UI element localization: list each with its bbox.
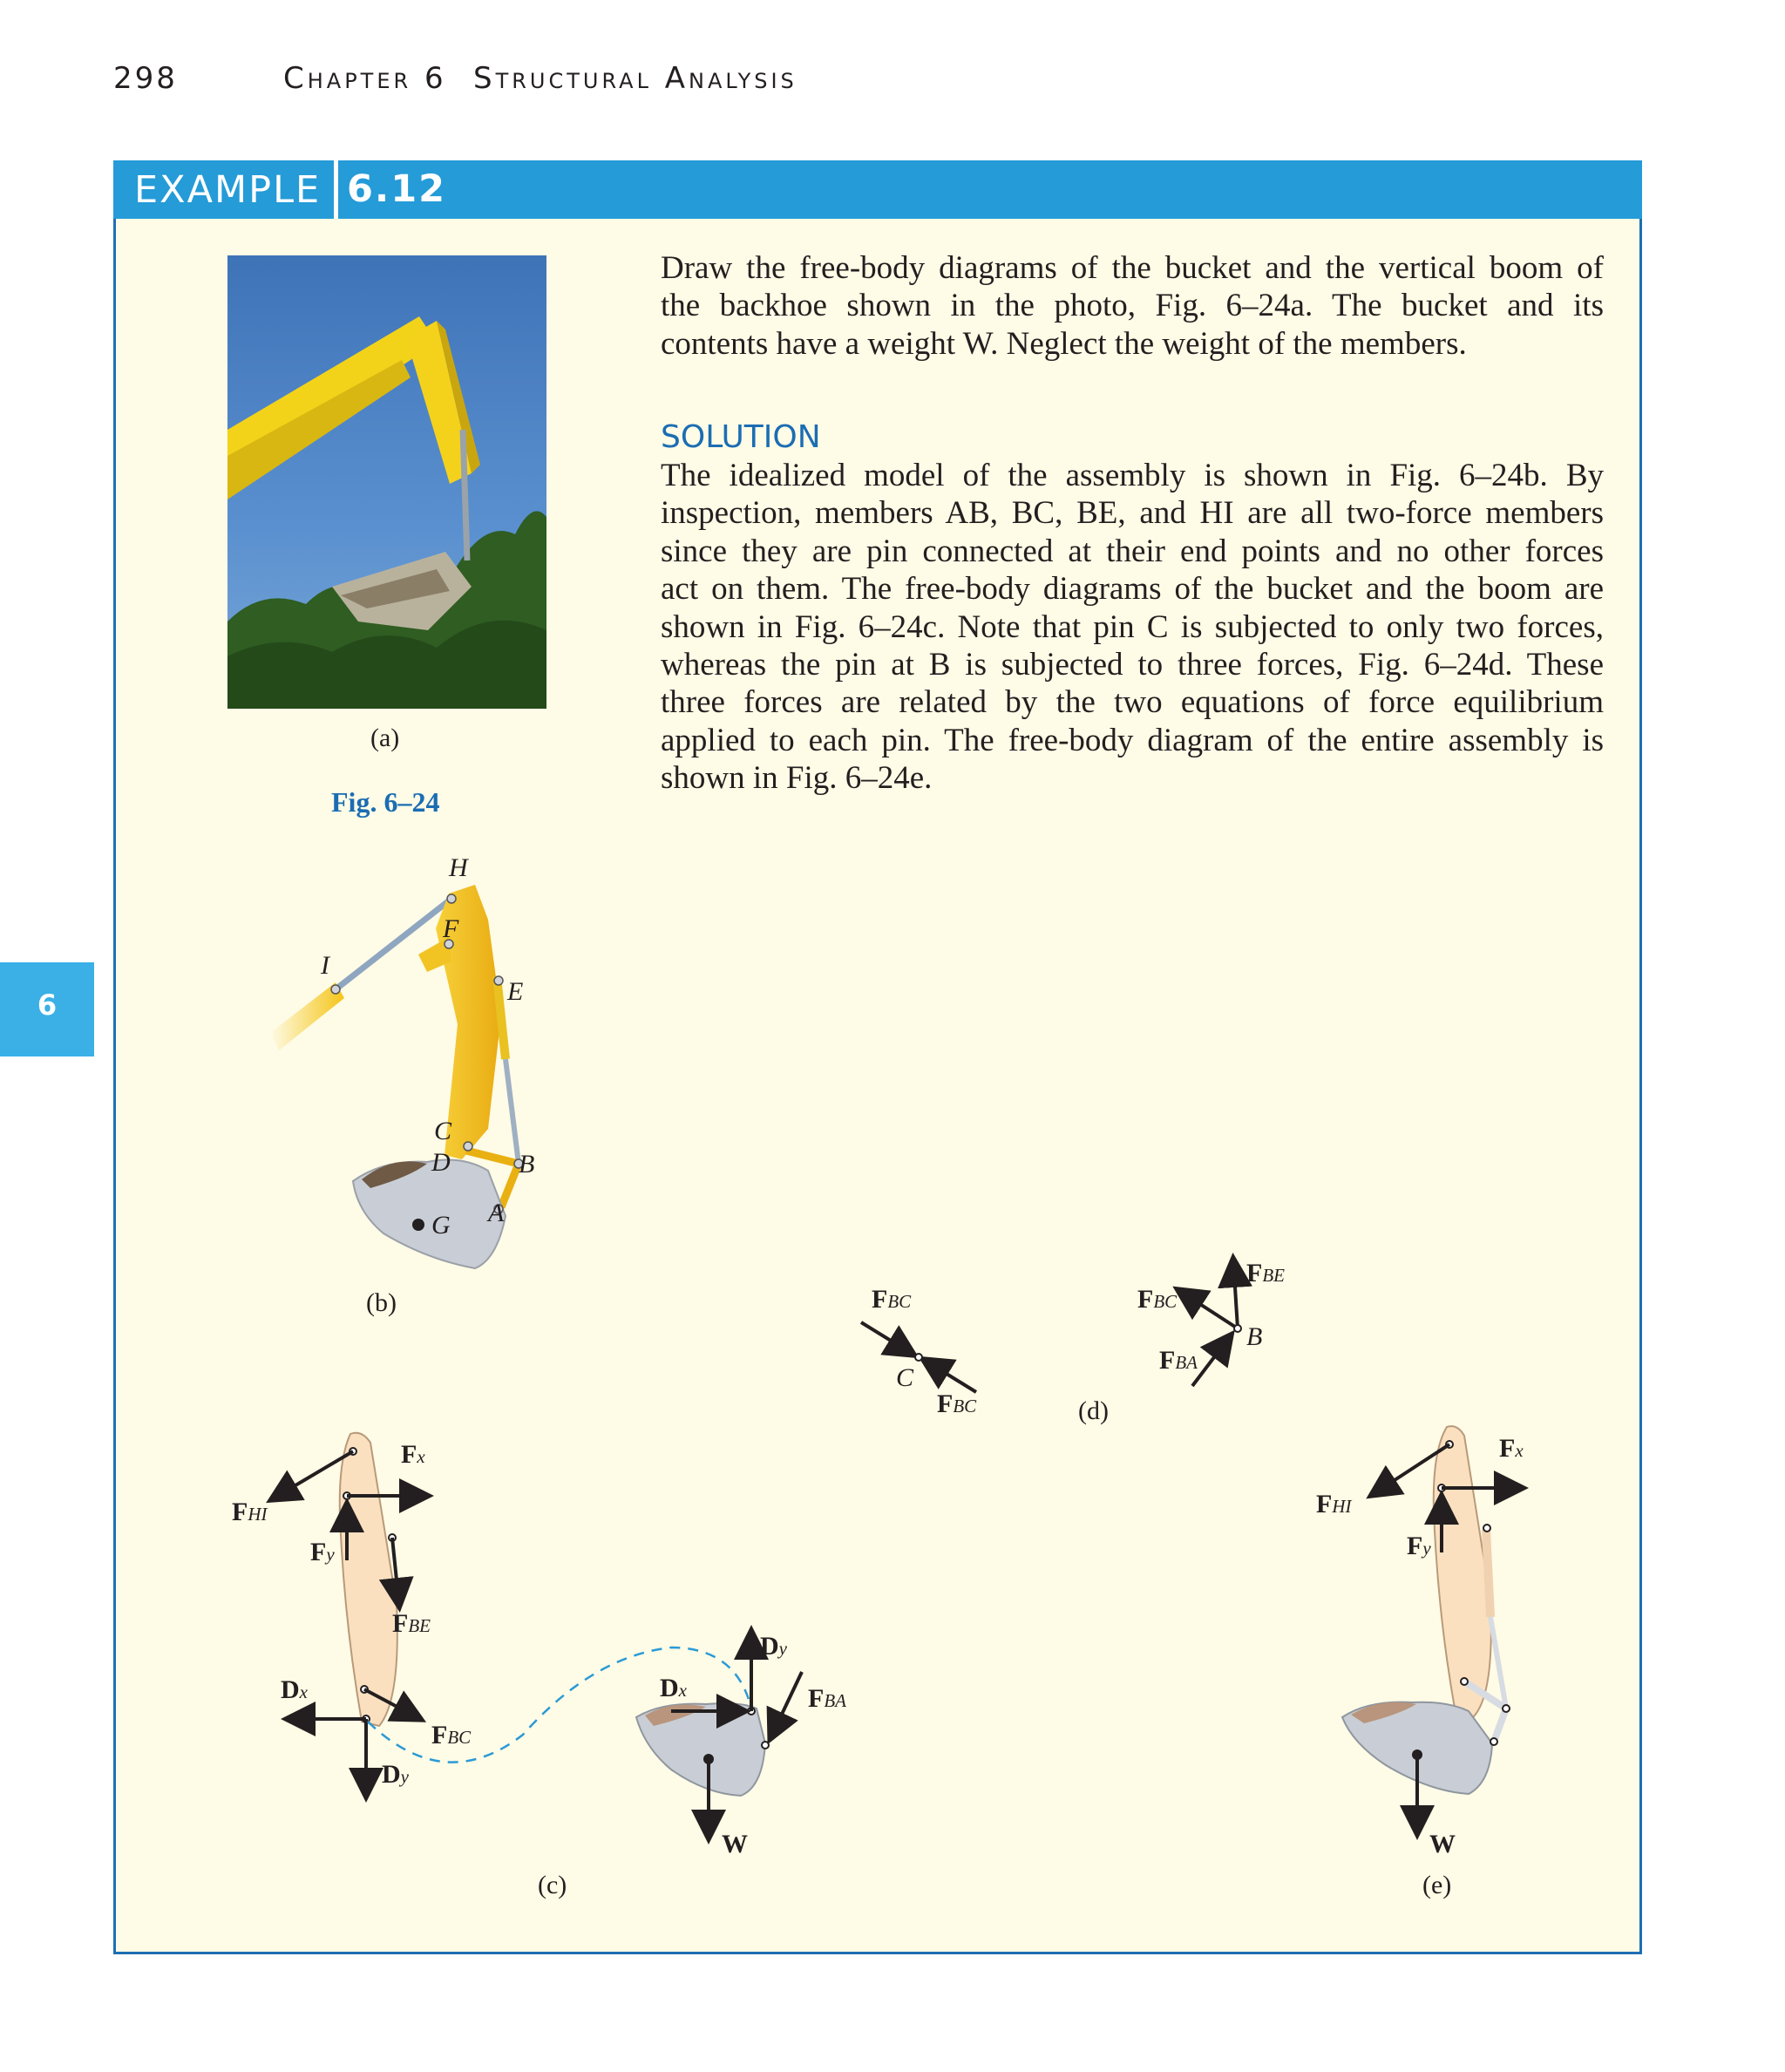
label-Dy-c: Dy — [382, 1760, 409, 1789]
solution-line: three forces are related by the two equations of force equilibrium — [661, 684, 1604, 721]
label-FBE-c: FBE — [392, 1609, 431, 1638]
problem-statement — [661, 249, 1604, 363]
label-Dx-bucket: Dx — [660, 1674, 687, 1702]
section-label: Structural Analysis — [473, 61, 797, 96]
figure-e-fbd — [1316, 1408, 1586, 1861]
chapter-tab — [0, 962, 94, 1056]
label-FBC-left: FBC — [872, 1285, 912, 1314]
point-B-pin: B — [1246, 1322, 1263, 1351]
point-C-pin: C — [896, 1363, 914, 1392]
label-FBC-right: FBC — [937, 1389, 977, 1418]
subfigure-b-label: (b) — [366, 1288, 397, 1317]
solution-line: applied to each pin. The free-body diagram of the entire assembly is — [661, 722, 1604, 758]
point-C: C — [434, 1117, 452, 1145]
label-W-c: W — [722, 1830, 748, 1858]
example-number: 6.12 — [347, 167, 447, 211]
point-D: D — [431, 1148, 451, 1177]
example-banner — [113, 160, 1642, 219]
point-I: I — [321, 951, 329, 980]
backhoe-photo — [227, 255, 546, 709]
label-Fy-c: Fy — [310, 1538, 335, 1566]
figure-b-model — [253, 850, 567, 1303]
subfigure-c-label: (c) — [538, 1871, 567, 1899]
label-FBC-c: FBC — [431, 1721, 472, 1749]
example-label: EXAMPLE — [134, 168, 322, 212]
solution-heading: SOLUTION — [661, 419, 821, 455]
label-Dy-bucket: Dy — [760, 1632, 787, 1661]
chapter-label: Chapter 6 — [283, 61, 447, 96]
figure-d-pins — [828, 1238, 1316, 1430]
solution-line: shown in Fig. 6–24e. — [661, 760, 933, 797]
label-FBA-c: FBA — [808, 1684, 846, 1713]
label-FHI-c: FHI — [232, 1498, 268, 1526]
label-Fx-e: Fx — [1499, 1434, 1524, 1463]
solution-line: inspection, members AB, BC, BE, and HI are all two-force members — [661, 495, 1604, 532]
solution-line: act on them. The free-body diagrams of the bucket and the boom are — [661, 571, 1604, 608]
problem-line: the backhoe shown in the photo, Fig. 6–24a. The bucket and its — [661, 288, 1604, 324]
solution-text — [661, 457, 1604, 798]
point-G: G — [431, 1211, 451, 1240]
solution-line: since they are pin connected at their end points and no other forces — [661, 533, 1604, 569]
figure-caption: Fig. 6–24 — [331, 786, 440, 818]
label-FBA-d: FBA — [1159, 1346, 1198, 1375]
page-number: 298 — [113, 61, 178, 96]
label-FHI-e: FHI — [1316, 1490, 1352, 1518]
chapter-tab-number: 6 — [37, 988, 58, 1022]
solution-line: The idealized model of the assembly is shown in Fig. 6–24b. By — [661, 458, 1604, 493]
label-Dx-c: Dx — [281, 1675, 308, 1704]
figure-c-fbd — [218, 1412, 889, 1865]
subfigure-d-label: (d) — [1078, 1396, 1109, 1425]
label-W-e: W — [1429, 1830, 1456, 1858]
label-FBC-d: FBC — [1137, 1285, 1178, 1314]
label-FBE-d: FBE — [1246, 1259, 1285, 1287]
point-A: A — [488, 1199, 505, 1227]
point-F: F — [443, 914, 459, 943]
subfigure-a-label: (a) — [370, 724, 400, 752]
label-Fx-c: Fx — [401, 1440, 425, 1469]
point-B: B — [519, 1150, 535, 1179]
problem-line: Draw the free-body diagrams of the bucket and the vertical boom of — [661, 250, 1604, 286]
point-E: E — [507, 977, 524, 1006]
solution-line: shown in Fig. 6–24c. Note that pin C is subjected to only two forces, — [661, 608, 1604, 645]
point-H: H — [449, 853, 468, 882]
subfigure-e-label: (e) — [1422, 1871, 1452, 1899]
label-Fy-e: Fy — [1407, 1532, 1431, 1560]
banner-divider — [334, 160, 338, 219]
solution-line: whereas the pin at B is subjected to three forces, Fig. 6–24d. These — [661, 647, 1604, 683]
problem-line: contents have a weight W. Neglect the weight of the members. — [661, 325, 1467, 362]
